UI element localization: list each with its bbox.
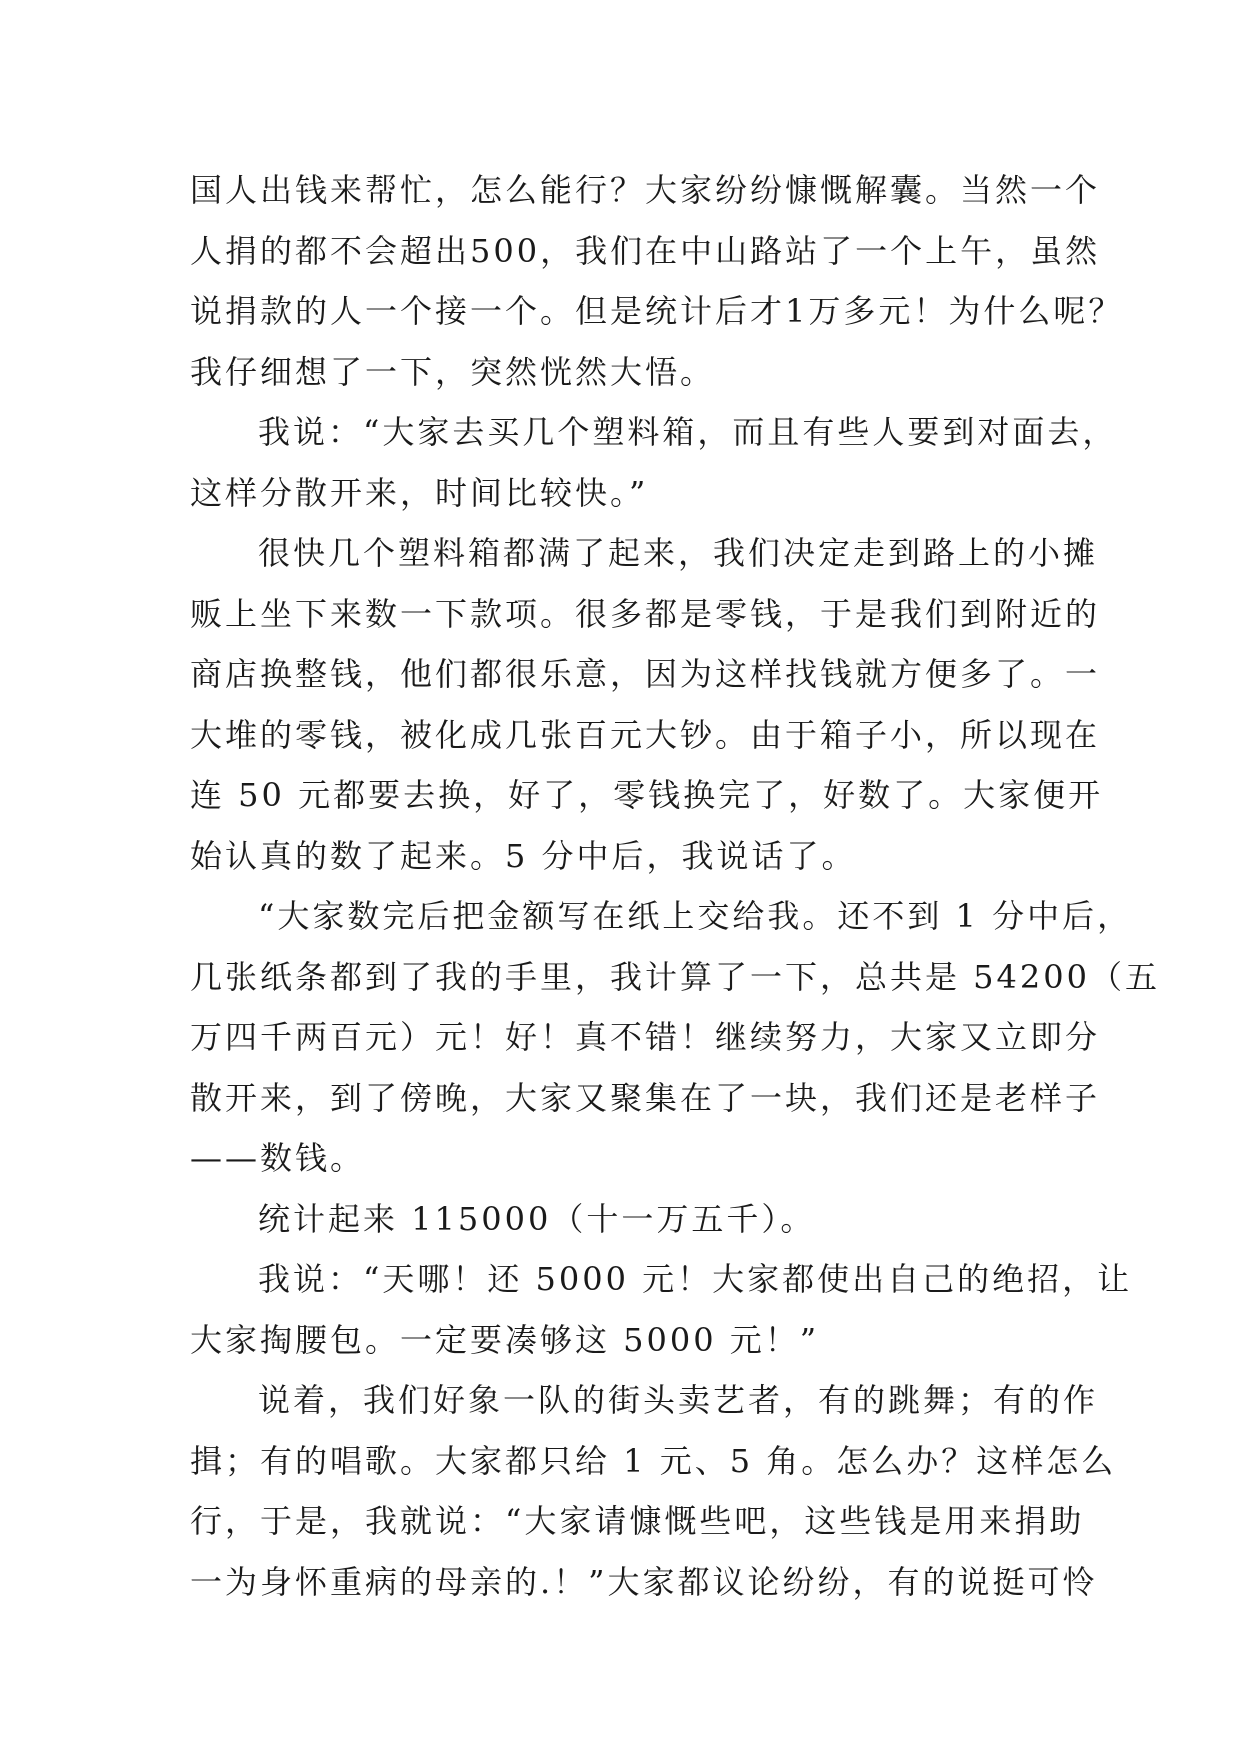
- text-line: 很快几个塑料箱都满了起来，我们决定走到路上的小摊: [258, 534, 1099, 572]
- text-line: 大家掏腰包。一定要凑够这 5000 元！”: [190, 1320, 820, 1359]
- text-line: 几张纸条都到了我的手里，我计算了一下，总共是 54200（五: [190, 957, 1160, 996]
- text-line: 始认真的数了起来。5 分中后，我说话了。: [190, 836, 857, 875]
- text-line: 统计起来 115000（十一万五千）。: [258, 1199, 816, 1238]
- text-line: ——数钱。: [190, 1139, 366, 1177]
- text-line: 人捐的都不会超出500，我们在中山路站了一个上午，虽然: [190, 231, 1101, 270]
- text-line: 这样分散开来，时间比较快。”: [190, 473, 649, 512]
- text-line: 万四千两百元）元！好！真不错！继续努力，大家又立即分: [190, 1018, 1101, 1056]
- text-line: “大家数完后把金额写在纸上交给我。还不到 1 分中后，: [258, 897, 1133, 935]
- text-line: 我说：“大家去买几个塑料箱，而且有些人要到对面去，: [258, 413, 1118, 451]
- text-line: 大堆的零钱，被化成几张百元大钞。由于箱子小，所以现在: [190, 715, 1101, 754]
- body-text: [190, 160, 1160, 1612]
- text-line: 散开来，到了傍晚，大家又聚集在了一块，我们还是老样子: [190, 1078, 1101, 1117]
- text-line: 国人出钱来帮忙，怎么能行？大家纷纷慷慨解囊。当然一个: [190, 171, 1101, 209]
- text-line: 我说：“天哪！还 5000 元！大家都使出自己的绝招，让: [258, 1260, 1133, 1298]
- text-line: 说捐款的人一个接一个。但是统计后才1万多元！为什么呢？: [190, 292, 1124, 330]
- text-line: 一为身怀重病的母亲的.！”大家都议论纷纷，有的说挺可怜: [190, 1562, 1098, 1601]
- text-line: 行，于是，我就说：“大家请慷慨些吧，这些钱是用来捐助: [190, 1502, 1085, 1540]
- text-line: 我仔细想了一下，突然恍然大悟。: [190, 352, 716, 391]
- text-line: 连 50 元都要去换，好了，零钱换完了，好数了。大家便开: [190, 776, 1104, 814]
- text-line: 说着，我们好象一队的街头卖艺者，有的跳舞；有的作: [258, 1381, 1099, 1419]
- text-line: 揖；有的唱歌。大家都只给 1 元、5 角。怎么办？这样怎么: [190, 1441, 1117, 1480]
- text-line: 贩上坐下来数一下款项。很多都是零钱，于是我们到附近的: [190, 594, 1101, 633]
- text-line: 商店换整钱，他们都很乐意，因为这样找钱就方便多了。一: [190, 655, 1101, 693]
